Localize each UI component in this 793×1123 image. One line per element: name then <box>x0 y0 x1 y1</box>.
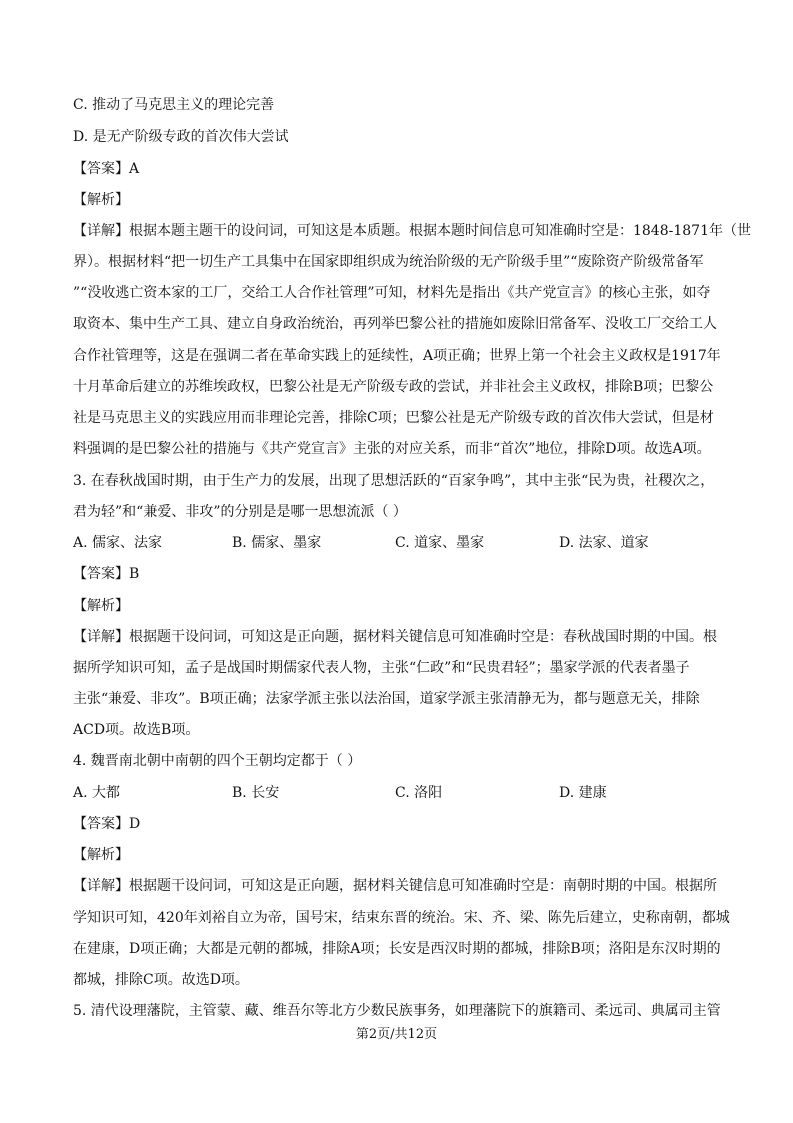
q4-option-b: B. 长安 <box>232 785 280 801</box>
q3-detail-line: 主张“兼爱、非攻”。B项正确；法家学派主张以法治国，道家学派主张清静无为，都与题意无关，排除 <box>73 691 700 707</box>
q2-detail-line: 十月革命后建立的苏维埃政权，巴黎公社是无产阶级专政的尝试，并非社会主义政权，排除B项；巴黎公 <box>73 379 714 395</box>
q2-detail-line: ”“没收逃亡资本家的工厂，交给工人合作社管理”可知，材料先是指出《共产党宣言》的核心主张，如夺 <box>73 285 711 301</box>
q3-option-b: B. 儒家、墨家 <box>232 535 322 551</box>
q2-option-d: D. 是无产阶级专政的首次伟大尝试 <box>73 129 289 145</box>
q2-answer: 【答案】A <box>73 161 140 177</box>
q2-detail-line: 【详解】根据本题主题干的设问词，可知这是本质题。根据本题时间信息可知准确时空是：1848-1871年（世 <box>73 223 751 239</box>
q2-detail-line: 社是马克思主义的实践应用而非理论完善，排除C项；巴黎公社是无产阶级专政的首次伟大尝试，但是材 <box>73 410 714 426</box>
q3-stem-line: 3. 在春秋战国时期，由于生产力的发展，出现了思想活跃的“百家争鸣”，其中主张“民为贵，社稷次之， <box>73 473 715 489</box>
q4-answer: 【答案】D <box>73 816 141 832</box>
q3-analysis-label: 【解析】 <box>73 598 129 614</box>
q4-detail-line: 都城，排除C项。故选D项。 <box>73 972 249 988</box>
page-number-footer: 第2页/共12页 <box>355 1027 438 1042</box>
q4-detail-line: 【详解】根据题干设问词，可知这是正向题，据材料关键信息可知准确时空是：南朝时期的中国。根据所 <box>73 878 717 894</box>
q4-stem: 4. 魏晋南北朝中南朝的四个王朝均定都于（ ） <box>73 753 362 769</box>
q3-option-d: D. 法家、道家 <box>559 535 649 551</box>
q2-option-c: C. 推动了马克思主义的理论完善 <box>73 97 275 113</box>
q3-answer: 【答案】B <box>73 566 140 582</box>
q4-option-a: A. 大都 <box>73 785 121 801</box>
q2-detail-line: 合作社管理等，这是在强调二者在革命实践上的延续性，A项正确；世界上第一个社会主义政权是1917年 <box>73 348 721 364</box>
q3-detail-line: ACD项。故选B项。 <box>73 722 200 738</box>
q2-detail-line: 取资本、集中生产工具、建立自身政治统治，再列举巴黎公社的措施如废除旧常备军、没收工厂交给工人 <box>73 316 717 332</box>
q4-detail-line: 学知识可知，420年刘裕自立为帝，国号宋，结束东晋的统治。宋、齐、梁、陈先后建立，史称南朝，都城 <box>73 910 730 926</box>
q4-option-c: C. 洛阳 <box>395 785 443 801</box>
q2-detail-line: 料强调的是巴黎公社的措施与《共产党宣言》主张的对应关系，而非“首次”地位，排除D项。故选A项。 <box>73 441 711 457</box>
q4-analysis-label: 【解析】 <box>73 847 129 863</box>
q3-option-a: A. 儒家、法家 <box>73 535 163 551</box>
q2-analysis-label: 【解析】 <box>73 192 129 208</box>
q3-stem-line: 君为轻”和“兼爱、非攻”的分别是是哪一思想流派（ ） <box>73 504 407 520</box>
q3-option-c: C. 道家、墨家 <box>395 535 485 551</box>
q4-option-d: D. 建康 <box>559 785 607 801</box>
q3-detail-line: 【详解】根据题干设问词，可知这是正向题，据材料关键信息可知准确时空是：春秋战国时期的中国。根 <box>73 629 717 645</box>
q3-detail-line: 据所学知识可知，孟子是战国时期儒家代表人物，主张“仁政”和“民贵君轻”；墨家学派的代表者墨子 <box>73 660 690 676</box>
q5-stem: 5. 清代设理藩院，主管蒙、藏、维吾尔等北方少数民族事务，如理藩院下的旗籍司、柔远司、典属司主管 <box>73 1003 721 1019</box>
q2-detail-line: 界）。根据材料“把一切生产工具集中在国家即组织成为统治阶级的无产阶级手里”“废除资产阶级常备军 <box>73 254 704 270</box>
q4-detail-line: 在建康，D项正确；大都是元朝的都城，排除A项；长安是西汉时期的都城，排除B项；洛阳是东汉时期的 <box>73 941 721 957</box>
